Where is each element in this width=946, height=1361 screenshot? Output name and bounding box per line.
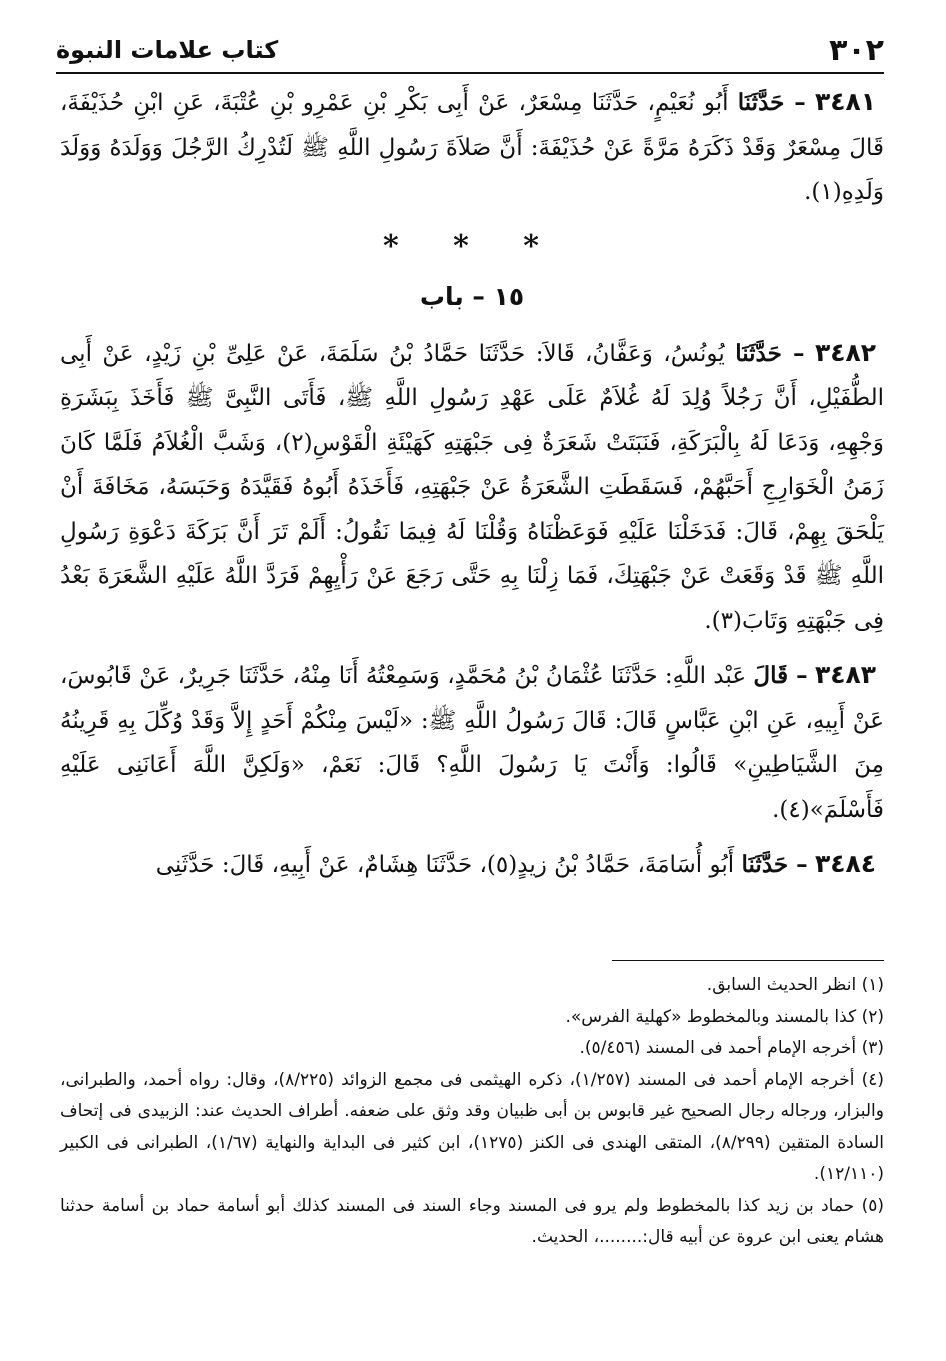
hadith-3481: ٣٤٨١ – حَدَّثَنَا أَبُو نُعَيْمٍ، حَدَّثَنَا مِسْعَرٌ، عَنْ أَبِى بَكْرِ بْنِ عَمْرِو بْنِ عُتْبَةَ، عَنِ ابْنِ حُذَيْفَةَ، قَالَ مِسْعَرٌ وَقَدْ ذَكَرَهُ مَرَّةً عَنْ حُذَيْفَةَ: أَنَّ صَلاَةَ رَسُولِ اللَّهِ ﷺ لَتُدْرِكُ الرَّجُلَ وَوَلَدَهُ وَوَلَدَ وَلَدِهِ(١).	[60, 87, 884, 205]
footnote-marker: (٢)	[861, 1006, 884, 1027]
main-text	[60, 80, 884, 898]
footnote-text: كذا بالمسند وبالمخطوط «كهلية الفرس».	[565, 1006, 857, 1027]
footnote-1	[60, 970, 884, 1002]
footnote-marker: (١)	[861, 975, 884, 995]
book-title: كتاب علامات النبوة	[56, 36, 279, 64]
section-separator: * * *	[383, 228, 561, 264]
footnote-2	[60, 1002, 884, 1034]
page-header	[56, 28, 884, 74]
footnotes	[60, 970, 884, 1254]
hadith-text: أَبُو نُعَيْمٍ، حَدَّثَنَا مِسْعَرٌ، عَنْ أَبِى بَكْرِ بْنِ عَمْرِو بْنِ عُتْبَةَ، عَنِ ابْنِ حُذَيْفَةَ، قَالَ مِسْعَرٌ وَقَدْ ذَكَرَهُ مَرَّةً عَنْ حُذَيْفَةَ: أَنَّ صَلاَةَ رَسُولِ اللَّهِ ﷺ لَتُدْرِكُ الرَّجُلَ وَوَلَدَهُ وَوَلَدَ وَلَدِهِ(١).	[60, 90, 884, 205]
footnote-text: أخرجه الإمام أحمد فى المسند (٥/٤٥٦).	[579, 1038, 857, 1058]
hadith-lead-word: حَدَّثَنَا	[735, 339, 782, 367]
hadith-text: عَبْد اللَّهِ: حَدَّثَنَا عُثْمَانُ بْنُ مُحَمَّدٍ، وَسَمِعْتُهُ أَنَا مِنْهُ، حَدَّثَنَا جَرِيرٌ، عَنْ قَابُوسَ، عَنْ أَبِيهِ، عَنِ ابْنِ عَبَّاسٍ قَالَ: قَالَ رَسُولُ اللَّهِ ﷺ: «لَيْسَ مِنْكُمْ أَحَدٍ إِلاَّ وَقَدْ وُكِّلَ بِهِ قَرِينُهُ مِنَ الشَّيَاطِينِ» قَالُوا: وَأَنْتَ يَا رَسُولَ اللَّهِ؟ قَالَ: نَعَمْ، «وَلَكِنَّ اللَّهَ أَعَانَنِى عَلَيْهِ فَأَسْلَمَ»(٤).	[60, 663, 884, 823]
page-number: ٣٠٢	[829, 32, 884, 68]
hadith-3482: ٣٤٨٢ – حَدَّثَنَا يُونُسُ، وَعَفَّانُ، قَالاَ: حَدَّثَنَا حَمَّادُ بْنُ سَلَمَةَ، عَنْ عَلِىِّ بْنِ زَيْدٍ، عَنْ أَبِى الطُّفَيْلِ، أَنَّ رَجُلاً وُلِدَ لَهُ غُلاَمٌ عَلَى عَهْدِ رَسُولِ اللَّهِ ﷺ، فَأَتَى النَّبِىَّ ﷺ فَأَخَذَ بِبَشَرَةِ وَجْهِهِ، وَدَعَا لَهُ بِالْبَرَكَةِ، فَنَبَتَتْ شَعَرَةٌ فِى جَبْهَتِهِ كَهَيْئَةِ الْقَوْسِ(٢)، وَشَبَّ الْغُلاَمُ فَلَمَّا كَانَ زَمَنُ الْخَوَارِجِ أَحَبَّهُمْ، فَسَقَطَتِ الشَّعَرَةُ عَنْ جَبْهَتِهِ، فَأَخَذَهُ أَبُوهُ فَقَيَّدَهُ وَحَبَسَهُ، مَخَافَةَ أَنْ يَلْحَقَ بِهِمْ، قَالَ: فَدَخَلْنَا عَلَيْهِ فَوَعَظْنَاهُ وَقُلْنَا لَهُ فِيمَا نَقُولُ: أَلَمْ تَرَ أَنَّ بَرَكَةَ دَعْوَةِ رَسُولِ اللَّهِ ﷺ قَدْ وَقَعَتْ عَنْ جَبْهَتِكَ، فَمَا زِلْنَا بِهِ حَتَّى رَجَعَ عَنْ رَأْيِهِمْ فَرَدَّ اللَّهُ عَلَيْهِ الشَّعَرَةَ بَعْدُ فِى جَبْهَتِهِ وَتَابَ(٣).	[60, 337, 884, 634]
footnote-text: انظر الحديث السابق.	[706, 975, 857, 995]
footnote-marker: (٤)	[861, 1069, 884, 1090]
hadith-text: يُونُسُ، وَعَفَّانُ، قَالاَ: حَدَّثَنَا حَمَّادُ بْنُ سَلَمَةَ، عَنْ عَلِىِّ بْنِ زَيْدٍ، عَنْ أَبِى الطُّفَيْلِ، أَنَّ رَجُلاً وُلِدَ لَهُ غُلاَمٌ عَلَى عَهْدِ رَسُولِ اللَّهِ ﷺ، فَأَتَى النَّبِىَّ ﷺ فَأَخَذَ بِبَشَرَةِ وَجْهِهِ، وَدَعَا لَهُ بِالْبَرَكَةِ، فَنَبَتَتْ شَعَرَةٌ فِى جَبْهَتِهِ كَهَيْئَةِ الْقَوْسِ(٢)، وَشَبَّ الْغُلاَمُ فَلَمَّا كَانَ زَمَنُ الْخَوَارِجِ أَحَبَّهُمْ، فَسَقَطَتِ الشَّعَرَةُ عَنْ جَبْهَتِهِ، فَأَخَذَهُ أَبُوهُ فَقَيَّدَهُ وَحَبَسَهُ، مَخَافَةَ أَنْ يَلْحَقَ بِهِمْ، قَالَ: فَدَخَلْنَا عَلَيْهِ فَوَعَظْنَاهُ وَقُلْنَا لَهُ فِيمَا نَقُولُ: أَلَمْ تَرَ أَنَّ بَرَكَةَ دَعْوَةِ رَسُولِ اللَّهِ ﷺ قَدْ وَقَعَتْ عَنْ جَبْهَتِكَ، فَمَا زِلْنَا بِهِ حَتَّى رَجَعَ عَنْ رَأْيِهِمْ فَرَدَّ اللَّهُ عَلَيْهِ الشَّعَرَةَ بَعْدُ فِى جَبْهَتِهِ وَتَابَ(٣).	[60, 340, 884, 634]
footnote-text: أخرجه الإمام أحمد فى المسند (١/٢٥٧)، ذكره الهيثمى فى مجمع الزوائد (٨/٢٢٥)، وقال: رواه أحمد، والطبرانى، والبزار، ورجاله رجال الصحيح غير قابوس بن أبى ظبيان وقد وثق على ضعفه. أطراف الحديث عند: الزبيدى فى إتحاف السادة المتقين (٨/٢٩٩)، المتقى الهندى فى الكنز (١٢٧٥)، ابن كثير فى البداية والنهاية (١/٦٧)، الطبرانى فى الكبير (١٢/١١٠).	[60, 1069, 884, 1184]
footnote-marker: (٣)	[861, 1038, 884, 1058]
chapter-heading: ١٥ – باب	[419, 281, 525, 311]
footnote-4	[60, 1065, 884, 1191]
footnote-marker: (٥)	[861, 1195, 884, 1216]
hadith-3484: ٣٤٨٤ – حَدَّثَنَا أَبُو أُسَامَةَ، حَمَّادُ بْنُ زيدٍ(٥)، حَدَّثَنَا هِشَامٌ، عَنْ أَبِيهِ، قَالَ: حَدَّثَنِى	[155, 849, 876, 878]
footnote-text: حماد بن زيد كذا بالمخطوط ولم يرو فى المسند وجاء السند فى المسند كذلك أبو أسامة حماد بن أسامة حدثنا هشام يعنى ابن عروة عن أبيه قال:........، الحديث.	[60, 1195, 884, 1247]
hadith-number: ٣٤٨١	[814, 87, 876, 116]
hadith-number: ٣٤٨٣	[814, 660, 876, 689]
hadith-lead-word: حَدَّثَنَا	[741, 851, 789, 878]
hadith-3483: ٣٤٨٣ – قَالَ عَبْد اللَّهِ: حَدَّثَنَا عُثْمَانُ بْنُ مُحَمَّدٍ، وَسَمِعْتُهُ أَنَا مِنْهُ، حَدَّثَنَا جَرِيرٌ، عَنْ قَابُوسَ، عَنْ أَبِيهِ، عَنِ ابْنِ عَبَّاسٍ قَالَ: قَالَ رَسُولُ اللَّهِ ﷺ: «لَيْسَ مِنْكُمْ أَحَدٍ إِلاَّ وَقَدْ وُكِّلَ بِهِ قَرِينُهُ مِنَ الشَّيَاطِينِ» قَالُوا: وَأَنْتَ يَا رَسُولَ اللَّهِ؟ قَالَ: نَعَمْ، «وَلَكِنَّ اللَّهَ أَعَانَنِى عَلَيْهِ فَأَسْلَمَ»(٤).	[60, 660, 884, 823]
footnote-5	[60, 1191, 884, 1254]
footnote-3	[60, 1033, 884, 1065]
hadith-lead-word: قَالَ	[753, 662, 789, 689]
hadith-number: ٣٤٨٤	[814, 849, 876, 878]
footnote-divider	[612, 960, 884, 961]
hadith-text: أَبُو أُسَامَةَ، حَمَّادُ بْنُ زيدٍ(٥)، حَدَّثَنَا هِشَامٌ، عَنْ أَبِيهِ، قَالَ: حَدَّثَنِى	[155, 852, 735, 878]
hadith-lead-word: حَدَّثَنَا	[737, 89, 785, 116]
hadith-number: ٣٤٨٢	[814, 337, 877, 367]
